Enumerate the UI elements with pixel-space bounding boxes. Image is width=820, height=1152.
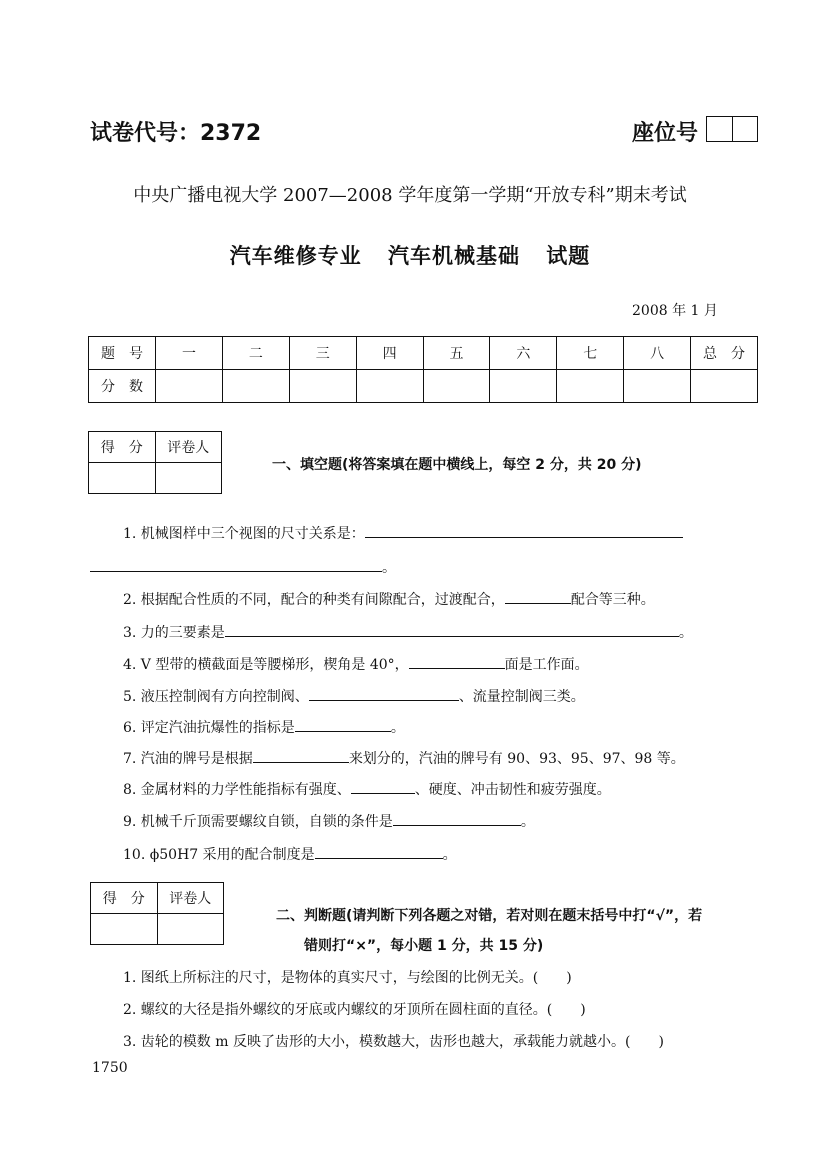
score-table-cell: 题 号: [89, 337, 156, 370]
score-table-empty-cell: [557, 370, 624, 403]
score-table-empty-cell: [289, 370, 356, 403]
seat-number-box: [706, 116, 758, 142]
score-table-empty-cell: [356, 370, 423, 403]
question-8: 8. 金属材料的力学性能指标有强度、 、硬度、冲击韧性和疲劳强度。: [123, 778, 611, 799]
score-table-empty-cell: [222, 370, 289, 403]
grader-empty-cell: [89, 463, 156, 494]
score-table-cell: 总 分: [691, 337, 758, 370]
question-6: 6. 评定汽油抗爆性的指标是 。: [123, 716, 405, 737]
score-table-empty-cell: [423, 370, 490, 403]
question-1-continued: 。: [90, 556, 396, 577]
page-number: 1750: [92, 1060, 128, 1076]
grader-score-label: 得 分: [89, 432, 156, 463]
question-10: 10. ϕ50H7 采用的配合制度是 。: [123, 843, 457, 864]
score-table-cell: 三: [289, 337, 356, 370]
seat-number-label: 座位号: [632, 121, 699, 146]
score-table-cell: 四: [356, 337, 423, 370]
score-table-cell: 一: [156, 337, 223, 370]
score-table-cell: 二: [222, 337, 289, 370]
grader-name-label: 评卷人: [157, 883, 224, 914]
exam-date: 2008 年 1 月: [632, 303, 718, 319]
score-table-cell: 七: [557, 337, 624, 370]
exam-title: 汽车维修专业 汽车机械基础 试题: [229, 244, 591, 268]
judge-question-3: 3. 齿轮的模数 m 反映了齿形的大小，模数越大，齿形也越大，承载能力就越小。( ): [123, 1034, 664, 1050]
question-3: 3. 力的三要素是 。: [123, 621, 693, 642]
score-table-empty-cell: [691, 370, 758, 403]
grader-name-label: 评卷人: [155, 432, 222, 463]
score-table-empty-cell: [156, 370, 223, 403]
question-4: 4. V 型带的横截面是等腰梯形，楔角是 40°， 面是工作面。: [123, 653, 589, 674]
score-table-empty-cell: [490, 370, 557, 403]
judge-question-2: 2. 螺纹的大径是指外螺纹的牙底或内螺纹的牙顶所在圆柱面的直径。( ): [123, 1002, 586, 1018]
judge-question-1: 1. 图纸上所标注的尺寸，是物体的真实尺寸，与绘图的比例无关。( ): [123, 970, 572, 986]
score-table-header-row: [89, 337, 758, 370]
question-9: 9. 机械千斤顶需要螺纹自锁，自锁的条件是 。: [123, 810, 535, 831]
score-table-empty-cell: [624, 370, 691, 403]
grader-empty-cell: [155, 463, 222, 494]
grader-score-label: 得 分: [91, 883, 158, 914]
question-2: 2. 根据配合性质的不同，配合的种类有间隙配合，过渡配合， 配合等三种。: [123, 588, 655, 609]
grader-empty-cell: [157, 914, 224, 945]
score-table-score-row: [89, 370, 758, 403]
section-1-title: 一、填空题(将答案填在题中横线上，每空 2 分，共 20 分): [272, 457, 642, 473]
grader-box-section-1: [88, 431, 222, 494]
question-7: 7. 汽油的牌号是根据 来划分的，汽油的牌号有 90、93、95、97、98 等。: [123, 747, 685, 768]
section-2-title: 二、判断题(请判断下列各题之对错，若对则在题末括号中打“√”，若: [276, 908, 703, 924]
grader-empty-cell: [91, 914, 158, 945]
paper-code: 试卷代号：2372: [90, 121, 262, 146]
section-2-title-continued: 错则打“×”，每小题 1 分，共 15 分): [304, 938, 544, 954]
question-1: 1. 机械图样中三个视图的尺寸关系是：: [123, 522, 683, 543]
score-table-cell: 分 数: [89, 370, 156, 403]
question-5: 5. 液压控制阀有方向控制阀、 、流量控制阀三类。: [123, 685, 585, 706]
university-exam-line: 中央广播电视大学 2007—2008 学年度第一学期“开放专科”期末考试: [133, 185, 687, 206]
score-table-cell: 六: [490, 337, 557, 370]
score-table-cell: 八: [624, 337, 691, 370]
grader-box-section-2: [90, 882, 224, 945]
score-table-cell: 五: [423, 337, 490, 370]
score-table: [88, 336, 758, 403]
